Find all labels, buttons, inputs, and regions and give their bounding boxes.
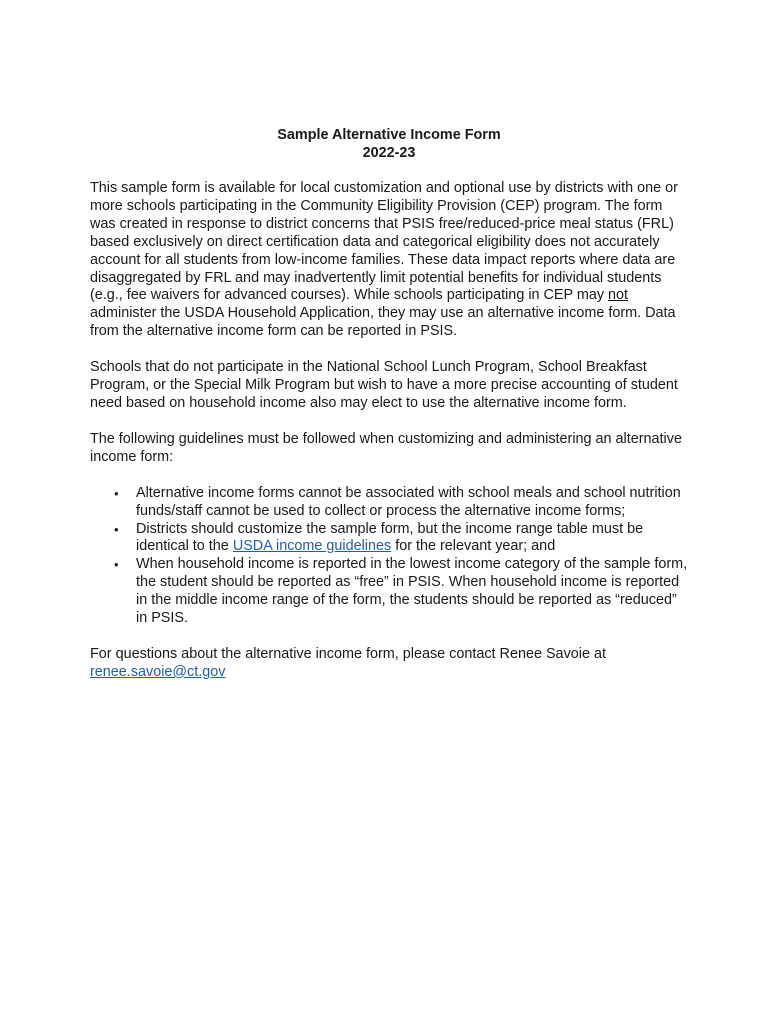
- document-title: Sample Alternative Income Form: [277, 127, 501, 143]
- usda-income-guidelines-link[interactable]: USDA income guidelines: [232, 538, 392, 555]
- non-participant-paragraph: Schools that do not participate in the National School Lunch Program, School Breakfast Program, or the Special Milk Program but wish to have a more precise accounting of student need based on household income also may elect to use the alternative income form.: [90, 359, 678, 411]
- intro-paragraph: [90, 180, 690, 341]
- guideline-text: When household income is reported in the lowest income category of the sample form, the student should be reported as “free” in PSIS. When household income is reported in the middle income range of the form, the students should be reported as “reduced” in PSIS.: [136, 556, 688, 627]
- guideline-text-part1: Districts should customize the sample form, but the income range table must be identical to the: [136, 520, 644, 555]
- bullet-icon: •: [114, 485, 119, 501]
- list-item: [90, 485, 690, 521]
- intro-text-part2: administer the USDA Household Application, they may use an alternative income form. Data from the alternative income form can be reported in PSIS.: [90, 305, 676, 340]
- guideline-text: Alternative income forms cannot be associated with school meals and school nutrition funds/staff cannot be used to collect or process the alternative income forms;: [136, 484, 681, 519]
- document-page: [90, 126, 690, 682]
- guidelines-intro-paragraph: The following guidelines must be followed when customizing and administering an alternative income form:: [90, 430, 682, 465]
- guideline-text-part2: for the relevant year; and: [391, 538, 556, 555]
- contact-paragraph: [90, 646, 690, 682]
- document-year: 2022-23: [362, 145, 416, 161]
- list-item: [90, 521, 690, 557]
- bullet-icon: •: [114, 557, 119, 573]
- intro-text-part1: This sample form is available for local customization and optional use by districts with one or more schools participating in the Community Eligibility Provision (CEP) program. The form was created in response to district concerns that PSIS free/reduced-price meal status (FRL) based exclusively on direct certification data and categorical eligibility does not accurately account for all students from low-income families. These data impact reports where data are disaggregated by FRL and may inadvertently limit potential benefits for individual students (e.g., fee waivers for advanced courses). While schools participating in CEP may: [90, 180, 678, 304]
- contact-email-link[interactable]: renee.savoie@ct.gov: [90, 663, 226, 680]
- bullet-icon: •: [114, 521, 119, 537]
- emphasis-not: not: [608, 287, 629, 304]
- title-block: [88, 126, 690, 162]
- guidelines-list: [90, 485, 690, 628]
- contact-text: For questions about the alternative income form, please contact Renee Savoie at: [90, 645, 606, 662]
- list-item: [90, 556, 690, 628]
